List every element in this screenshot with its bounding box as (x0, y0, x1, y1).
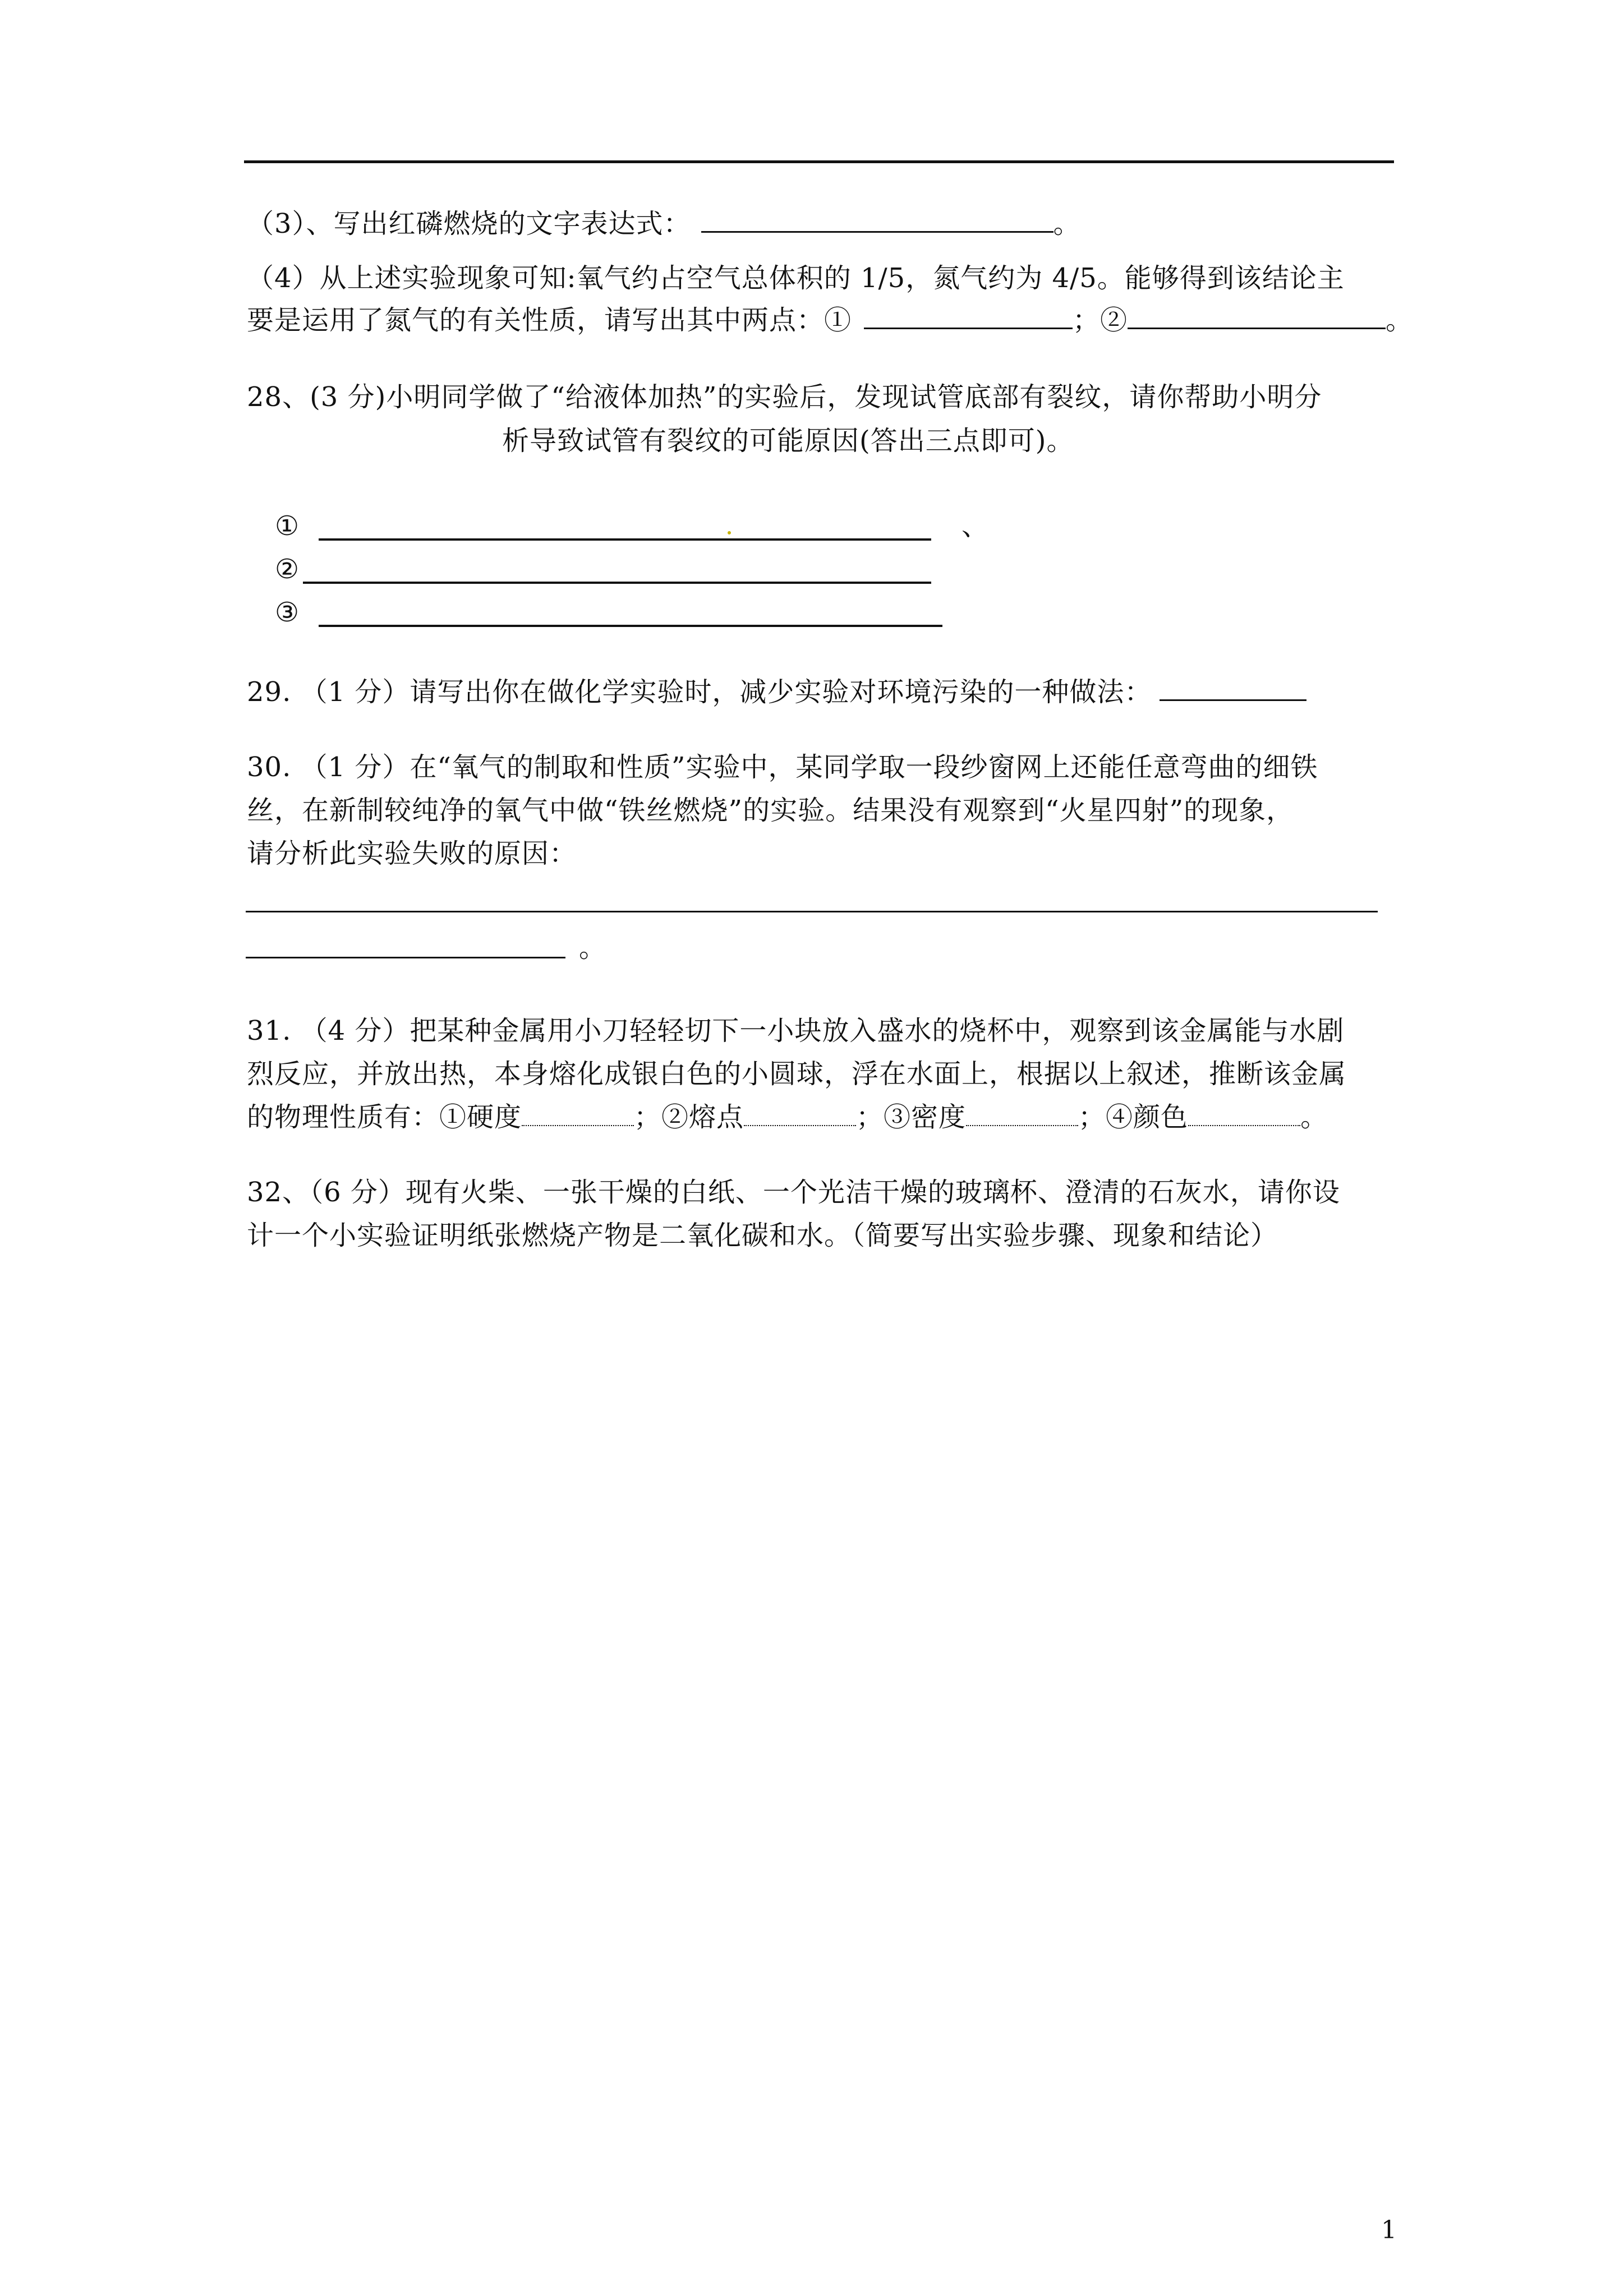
q27-part3-end: 。 (1053, 208, 1081, 239)
q32-line2: 计一个小实验证明纸张燃烧产物是二氧化碳和水。（简要写出实验步骤、现象和结论） (247, 1220, 1278, 1251)
q31-density-blank[interactable] (966, 1100, 1078, 1126)
q27-part4-blank2[interactable] (1128, 303, 1386, 329)
q29-blank[interactable] (1160, 675, 1306, 701)
q28-item2-marker: ② (275, 554, 300, 585)
q30-answer-line1[interactable] (246, 911, 1378, 912)
q27-part3-line (247, 206, 1081, 241)
q27-part4-blank1[interactable] (864, 303, 1073, 329)
q28-item3-marker: ③ (275, 597, 300, 628)
q27-part4-line1: （4）从上述实验现象可知:氧气约占空气总体积的 1/5，氮气约为 4/5。能够得到该结论主 (247, 262, 1345, 294)
q27-part4-text: 要是运用了氮气的有关性质，请写出其中两点：① (247, 305, 852, 336)
q32-line1: 32、（6 分）现有火柴、一张干燥的白纸、一个光洁干燥的玻璃杯、澄清的石灰水，请你设 (247, 1177, 1340, 1208)
q29-text: 29. （1 分）请写出你在做化学实验时，减少实验对环境污染的一种做法： (247, 676, 1152, 708)
q31-melting-label: ；②熔点 (634, 1101, 744, 1133)
q31-color-blank[interactable] (1188, 1100, 1300, 1126)
q31-hardness-label: 的物理性质有：①硬度 (247, 1101, 522, 1133)
q30-end: 。 (579, 932, 607, 963)
q27-part3-blank[interactable] (701, 206, 1053, 233)
q28-item2-blank[interactable] (303, 582, 931, 584)
q31-line3-end: 。 (1300, 1101, 1328, 1133)
q30-line1: 30. （1 分）在“氧气的制取和性质”实验中，某同学取一段纱窗网上还能任意弯曲的细铁 (247, 751, 1318, 783)
q31-line2: 烈反应，并放出热，本身熔化成银白色的小圆球，浮在水面上，根据以上叙述，推断该金属 (247, 1058, 1347, 1090)
q27-part4-sep: ；② (1073, 305, 1128, 336)
q31-hardness-blank[interactable] (522, 1100, 634, 1126)
q30-answer-line2[interactable] (246, 957, 565, 958)
q31-density-label: ；③密度 (856, 1101, 967, 1133)
q29-line (247, 675, 1306, 709)
q27-part4-line2 (247, 303, 1413, 337)
q28-item3-blank[interactable] (319, 625, 942, 627)
q31-line1: 31. （4 分）把某种金属用小刀轻轻切下一小块放入盛水的烧杯中，观察到该金属能与水剧 (247, 1015, 1345, 1046)
q28-line1: 28、(3 分)小明同学做了“给液体加热”的实验后，发现试管底部有裂纹，请你帮助小明分 (247, 381, 1322, 413)
q31-melting-blank[interactable] (744, 1100, 856, 1126)
q30-line3: 请分析此实验失败的原因： (247, 838, 577, 869)
q28-item1-marker: ① (275, 510, 300, 542)
q27-part4-end: 。 (1386, 305, 1414, 336)
q31-color-label: ；④颜色 (1078, 1101, 1189, 1133)
q31-line3 (247, 1100, 1328, 1134)
stray-dot (728, 531, 731, 534)
header-rule (244, 160, 1394, 163)
q28-line2: 析导致试管有裂纹的可能原因(答出三点即可)。 (502, 425, 1074, 457)
q27-part3-text: （3）、写出红磷燃烧的文字表达式： (247, 208, 691, 239)
page-number: 1 (1381, 2216, 1397, 2244)
q28-item1-blank[interactable] (319, 538, 931, 541)
q28-item1-suffix: 、 (961, 510, 990, 542)
q30-line2: 丝，在新制较纯净的氧气中做“铁丝燃烧”的实验。结果没有观察到“火星四射”的现象， (247, 795, 1294, 826)
